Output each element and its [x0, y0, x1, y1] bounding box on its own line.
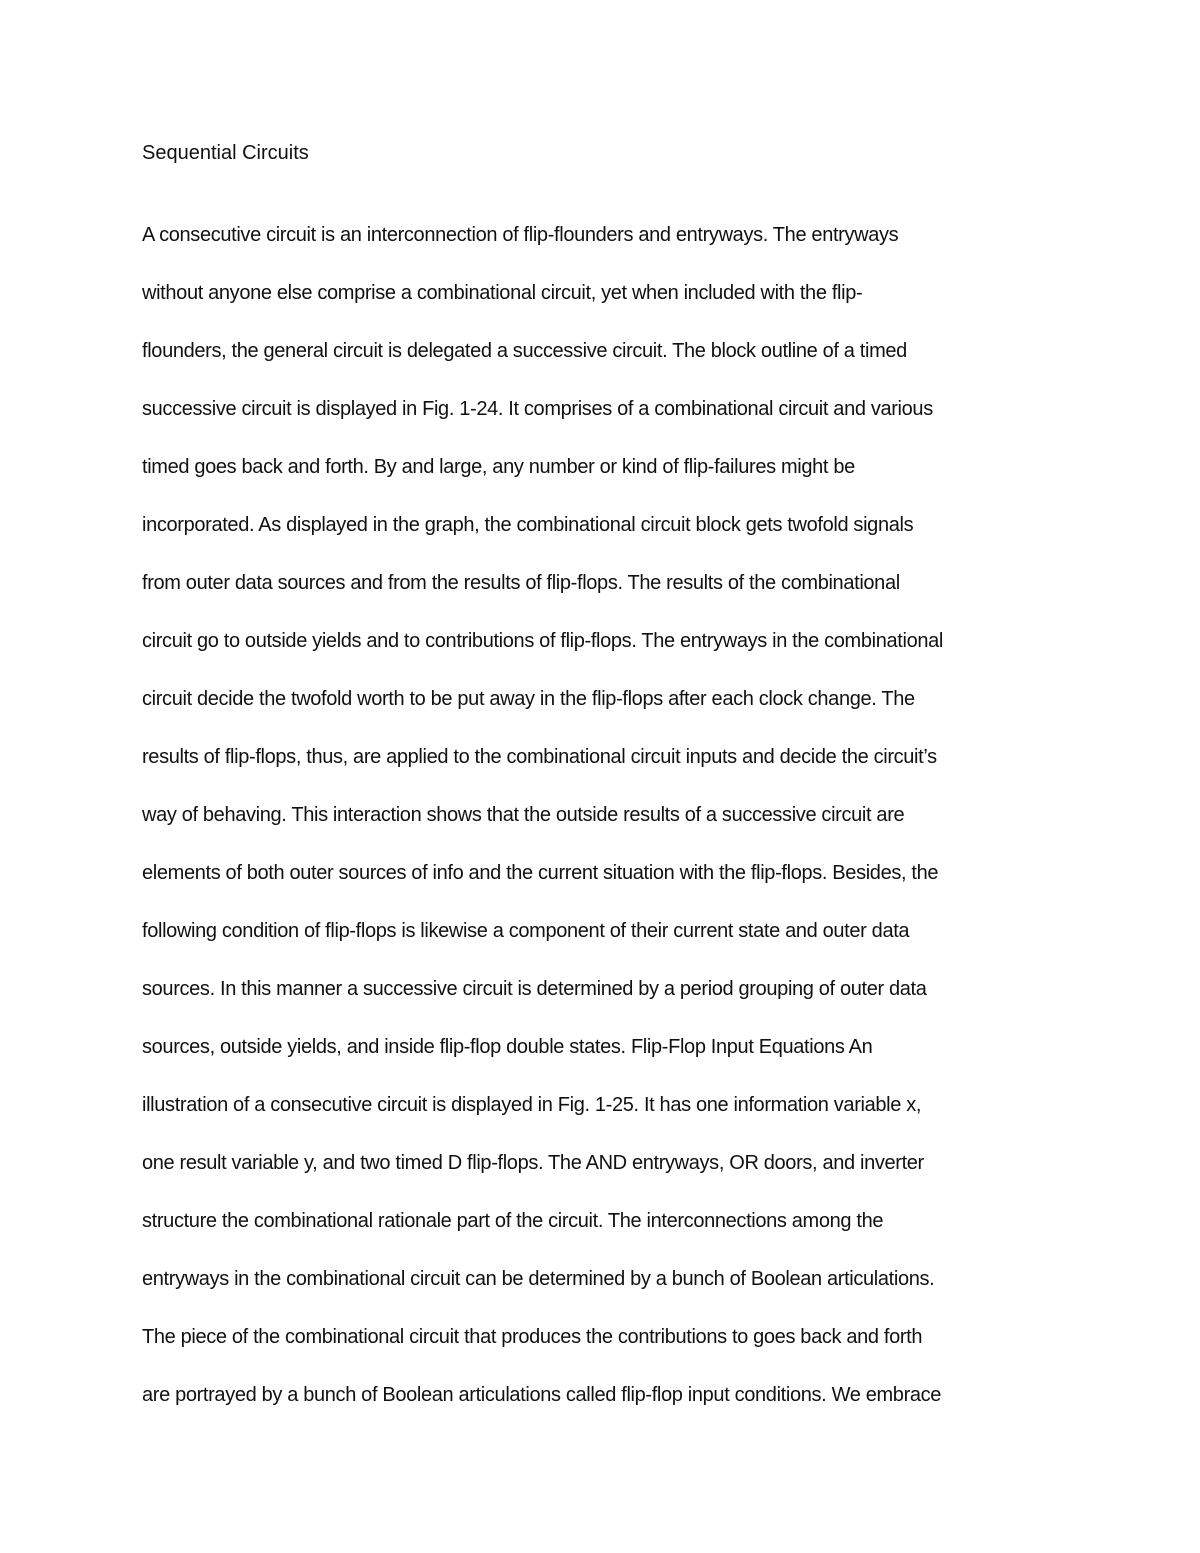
body-line: structure the combinational rationale part of the circuit. The interconnections among the — [142, 1210, 884, 1232]
body-line: incorporated. As displayed in the graph, the combinational circuit block gets twofold signals — [142, 514, 914, 536]
body-line: following condition of flip-flops is likewise a component of their current state and outer data — [142, 920, 910, 942]
body-line: successive circuit is displayed in Fig. 1-24. It comprises of a combinational circuit and various — [142, 398, 933, 420]
body-line: sources. In this manner a successive circuit is determined by a period grouping of outer data — [142, 978, 927, 1000]
body-line: elements of both outer sources of info and the current situation with the flip-flops. Besides, the — [142, 862, 939, 884]
body-line: flounders, the general circuit is delegated a successive circuit. The block outline of a timed — [142, 340, 907, 362]
body-line: without anyone else comprise a combinational circuit, yet when included with the flip- — [142, 282, 863, 304]
body-line: results of flip-flops, thus, are applied to the combinational circuit inputs and decide the circuit’s — [142, 746, 937, 768]
document-body — [142, 220, 1072, 1438]
body-line: timed goes back and forth. By and large, any number or kind of flip-failures might be — [142, 456, 855, 478]
body-line: from outer data sources and from the results of flip-flops. The results of the combinational — [142, 572, 900, 594]
body-line: sources, outside yields, and inside flip-flop double states. Flip-Flop Input Equations An — [142, 1036, 873, 1058]
body-line: entryways in the combinational circuit can be determined by a bunch of Boolean articulations. — [142, 1268, 935, 1290]
body-line: circuit go to outside yields and to contributions of flip-flops. The entryways in the combinational — [142, 630, 943, 652]
body-line: way of behaving. This interaction shows that the outside results of a successive circuit are — [142, 804, 905, 826]
body-line: circuit decide the twofold worth to be put away in the flip-flops after each clock change. The — [142, 688, 915, 710]
body-line: one result variable y, and two timed D flip-flops. The AND entryways, OR doors, and inverter — [142, 1152, 924, 1174]
body-line: The piece of the combinational circuit that produces the contributions to goes back and forth — [142, 1326, 923, 1348]
document-title: Sequential Circuits — [142, 142, 309, 164]
body-line: illustration of a consecutive circuit is displayed in Fig. 1-25. It has one information variable x, — [142, 1094, 922, 1116]
body-line: A consecutive circuit is an interconnection of flip-flounders and entryways. The entryways — [142, 224, 899, 246]
body-line: are portrayed by a bunch of Boolean articulations called flip-flop input conditions. We embrace — [142, 1384, 942, 1406]
